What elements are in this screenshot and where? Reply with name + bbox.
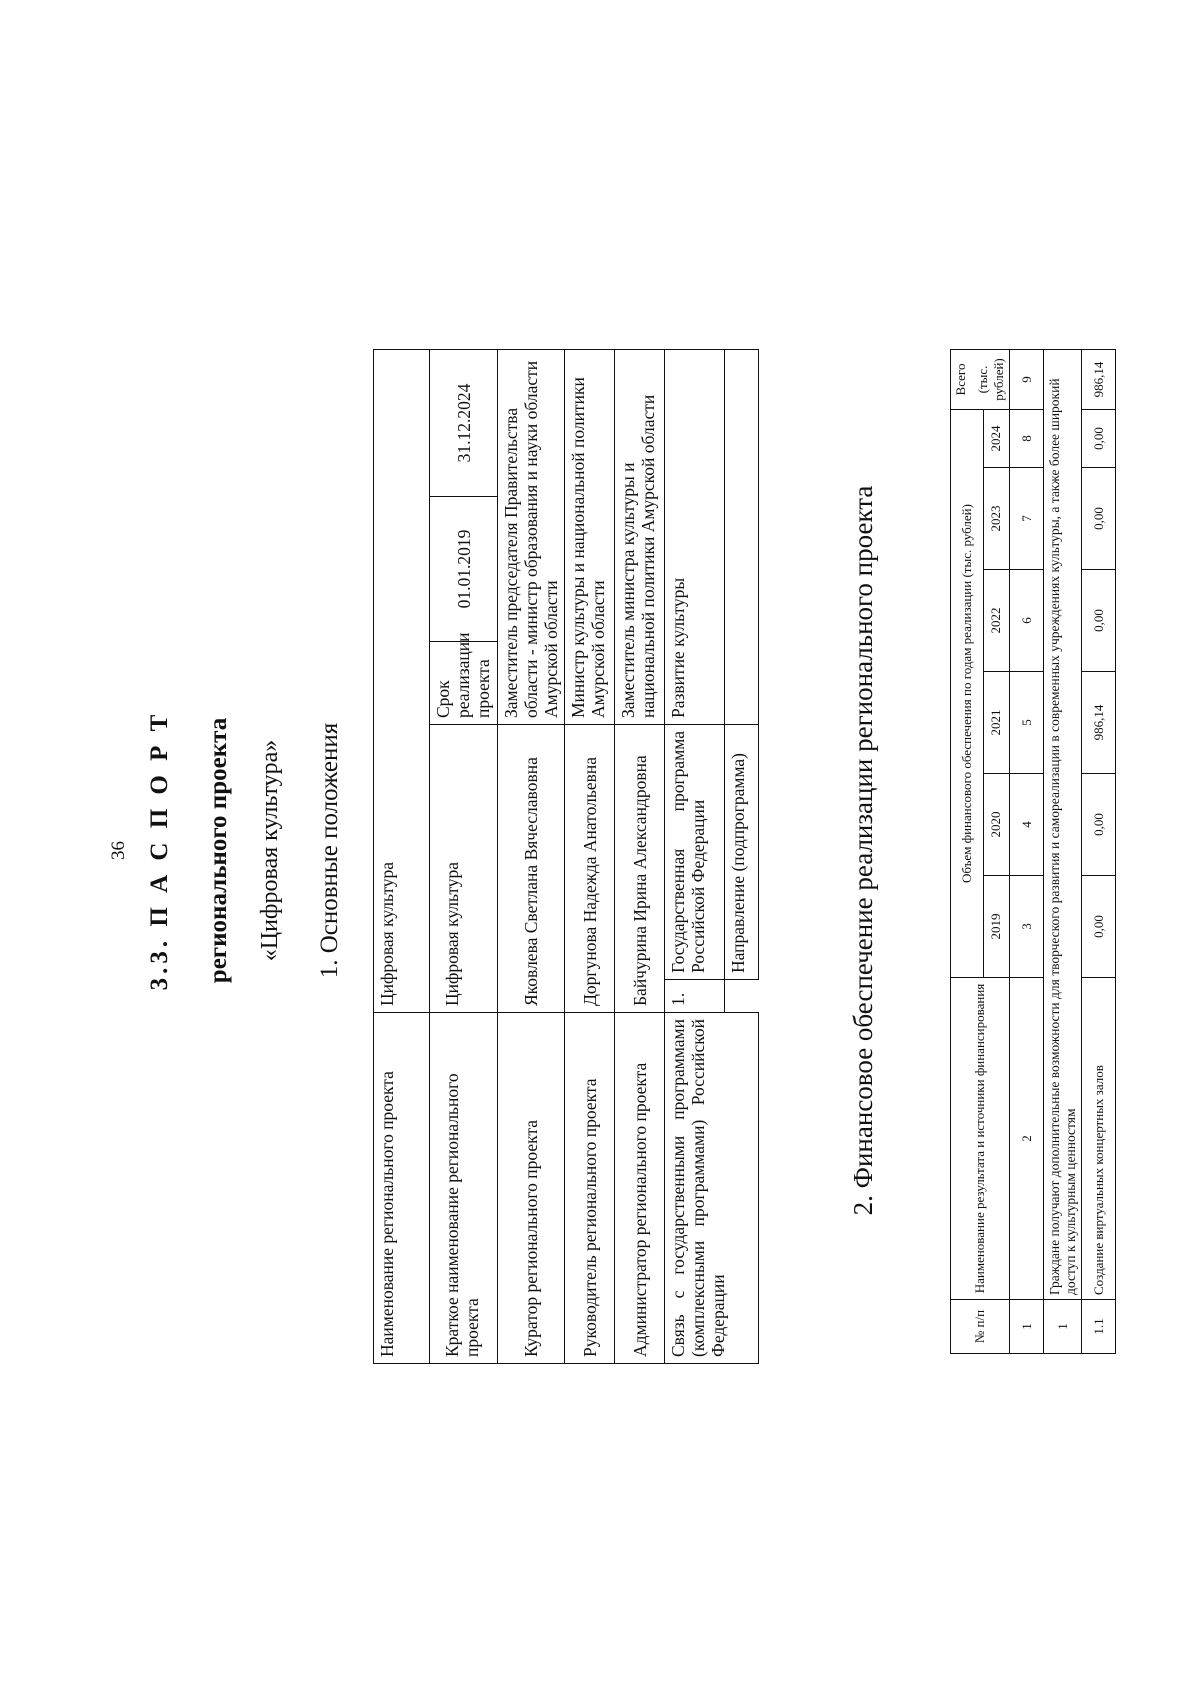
col-number: 9: [1010, 349, 1044, 409]
financing-table: [950, 349, 1116, 1354]
row-value: 0,00: [1082, 409, 1116, 467]
admin-position: Заместитель министра культуры и национальной политики Амурской области: [615, 349, 665, 724]
table-row: [615, 349, 665, 1363]
col-number: 8: [1010, 409, 1044, 467]
year-header: 2024: [983, 409, 1009, 467]
short-name-label: Краткое наименование регионального проекта: [430, 1013, 498, 1364]
project-name-heading: «Цифровая культура»: [257, 739, 283, 962]
row-value: 0,00: [1082, 876, 1116, 978]
row-total: 986,14: [1082, 349, 1116, 409]
program-value: Развитие культуры: [665, 349, 725, 724]
year-header: 2022: [983, 570, 1009, 672]
term-end: 31.12.2024: [430, 349, 498, 496]
table-row: [665, 349, 725, 1363]
year-header: 2023: [983, 468, 1009, 570]
row-name: Создание виртуальных концертных залов: [1082, 978, 1116, 1300]
col-header-name: Наименование результата и источники финансирования: [951, 978, 1010, 1300]
result-row: [1044, 349, 1082, 1353]
short-name-value: Цифровая культура: [430, 725, 498, 1013]
admin-name: Байчурина Ирина Александровна: [615, 725, 665, 1013]
table-row: [565, 349, 615, 1363]
result-num: 1: [1044, 1300, 1082, 1354]
head-position: Министр культуры и национальной политики Амурской области: [565, 349, 615, 724]
col-number: 2: [1010, 978, 1044, 1300]
basic-provisions-table: [373, 349, 759, 1364]
head-name: Доргунова Надежда Анатольевна: [565, 725, 615, 1013]
term-start: 01.01.2019: [430, 497, 498, 642]
col-number: 5: [1010, 672, 1044, 774]
admin-label: Администратор регионального проекта: [615, 1013, 665, 1364]
curator-position: Заместитель председателя Правительства области - министр образования и науки области Амурской области: [498, 349, 565, 724]
page-number: 36: [108, 841, 129, 860]
table-row: [1082, 349, 1116, 1353]
curator-name: Яковлева Светлана Вячеславовна: [498, 725, 565, 1013]
col-number: 1: [1010, 1300, 1044, 1354]
col-number: 7: [1010, 468, 1044, 570]
section-1-title: 1. Основные положения: [316, 722, 343, 979]
year-header: 2021: [983, 672, 1009, 774]
direction-label: Направление (подпрограмма): [725, 725, 759, 980]
curator-label: Куратор регионального проекта: [498, 1013, 565, 1364]
column-numbers-row: [1010, 349, 1044, 1353]
head-label: Руководитель регионального проекта: [565, 1013, 615, 1364]
term-label: Срок реализации проекта: [430, 642, 498, 725]
year-header: 2020: [983, 774, 1009, 876]
table-row: [374, 349, 430, 1363]
row-value: 0,00: [1082, 570, 1116, 672]
program-label: Государственная программа Российской Федерации: [665, 725, 725, 980]
link-number: 1.: [665, 980, 725, 1013]
table-row: [498, 349, 565, 1363]
link-label: Связь с государственными программами (комплексными программами) Российской Федерации: [665, 1013, 759, 1364]
result-text: Граждане получают дополнительные возможности для творческого развития и самореализации в современных учреждениях культуры, а также более широкий доступ к культурным ценностям: [1044, 349, 1082, 1299]
row-num: 1.1: [1082, 1300, 1116, 1354]
col-header-total: Всего (тыс. рублей): [951, 349, 1010, 409]
direction-value: [725, 349, 759, 724]
col-number: 3: [1010, 876, 1044, 978]
table-row: [430, 349, 498, 1363]
col-number: 6: [1010, 570, 1044, 672]
passport-title: 3.3. П А С П О Р Т: [146, 710, 173, 991]
passport-subtitle: регионального проекта: [205, 717, 232, 984]
row-value: 986,14: [1082, 672, 1116, 774]
row-value: 0,00: [1082, 468, 1116, 570]
name-value: Цифровая культура: [374, 349, 430, 1012]
table-header-row: [951, 349, 984, 1353]
row-value: 0,00: [1082, 774, 1116, 876]
name-label: Наименование регионального проекта: [374, 1013, 430, 1364]
col-header-num: № п/п: [951, 1300, 1010, 1354]
col-header-by-years: Объем финансового обеспечения по годам реализации (тыс. рублей): [951, 409, 984, 977]
year-header: 2019: [983, 876, 1009, 978]
section-2-title: 2. Финансовое обеспечение реализации регионального проекта: [848, 485, 878, 1216]
col-number: 4: [1010, 774, 1044, 876]
